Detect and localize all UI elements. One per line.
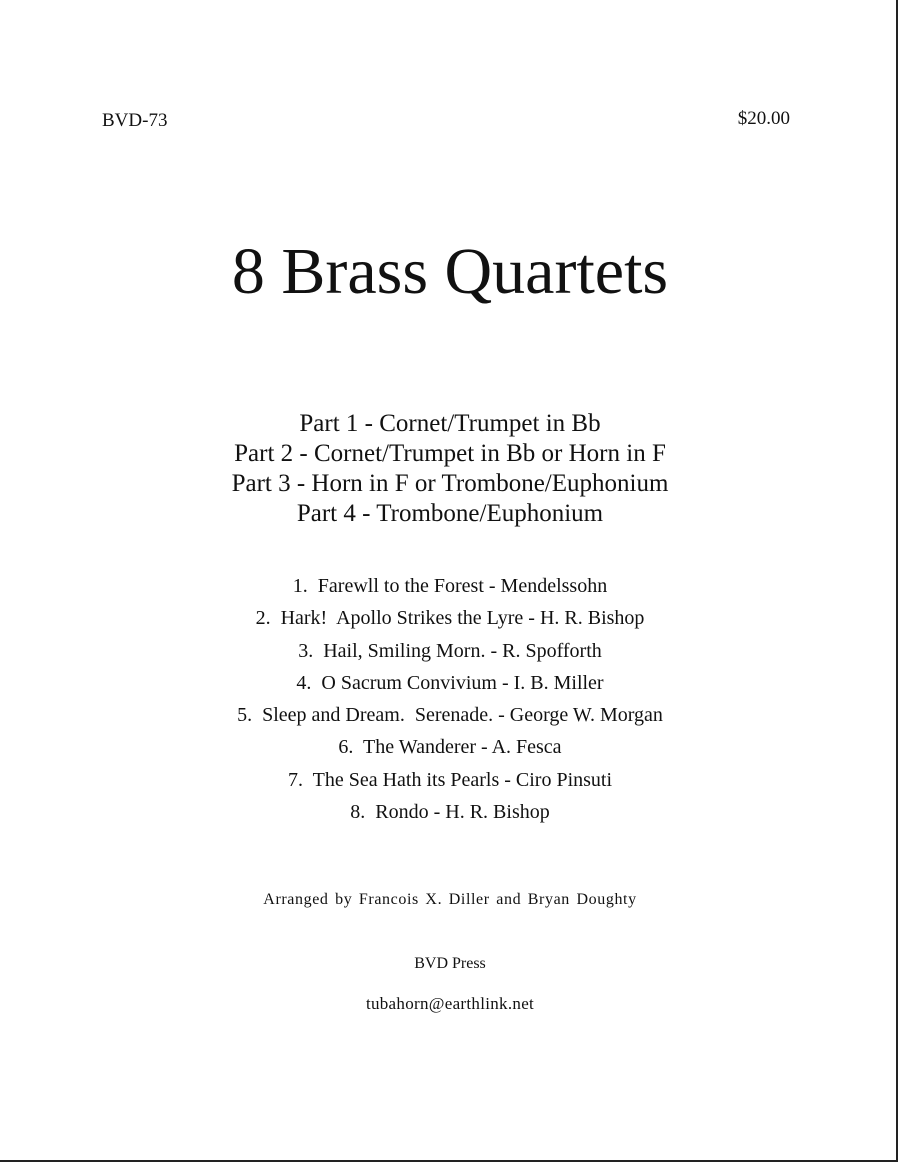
list-item: 1. Farewll to the Forest - Mendelssohn bbox=[292, 575, 608, 597]
list-item: 3. Hail, Smiling Morn. - R. Spofforth bbox=[298, 639, 602, 662]
page-title: 8 Brass Quartets bbox=[231, 235, 669, 308]
contents-list bbox=[0, 570, 900, 828]
list-item: 5. Sleep and Dream. Serenade. - George W. Morgan bbox=[237, 704, 663, 727]
list-item: 6. The Wanderer - A. Fesca bbox=[338, 736, 562, 759]
price: $20.00 bbox=[737, 108, 790, 129]
list-item: 7. The Sea Hath its Pearls - Ciro Pinsuti bbox=[287, 768, 613, 791]
arranger-credit: Arranged by Francois X. Diller and Bryan Doughty bbox=[263, 891, 637, 908]
publisher-name: BVD Press bbox=[414, 955, 486, 972]
list-item: 2. Hark! Apollo Strikes the Lyre - H. R. Bishop bbox=[255, 607, 645, 630]
part-line: Part 2 - Cornet/Trumpet in Bb or Horn in F bbox=[234, 440, 666, 467]
instrumentation-list bbox=[0, 409, 900, 529]
part-line: Part 4 - Trombone/Euphonium bbox=[296, 500, 604, 527]
part-line: Part 3 - Horn in F or Trombone/Euphonium bbox=[231, 470, 669, 497]
catalog-number: BVD-73 bbox=[102, 110, 168, 131]
part-line: Part 1 - Cornet/Trumpet in Bb bbox=[299, 410, 601, 437]
list-item: 4. O Sacrum Convivium - I. B. Miller bbox=[296, 671, 604, 694]
list-item: 8. Rondo - H. R. Bishop bbox=[350, 801, 550, 824]
contact-email: tubahorn@earthlink.net bbox=[365, 994, 535, 1013]
